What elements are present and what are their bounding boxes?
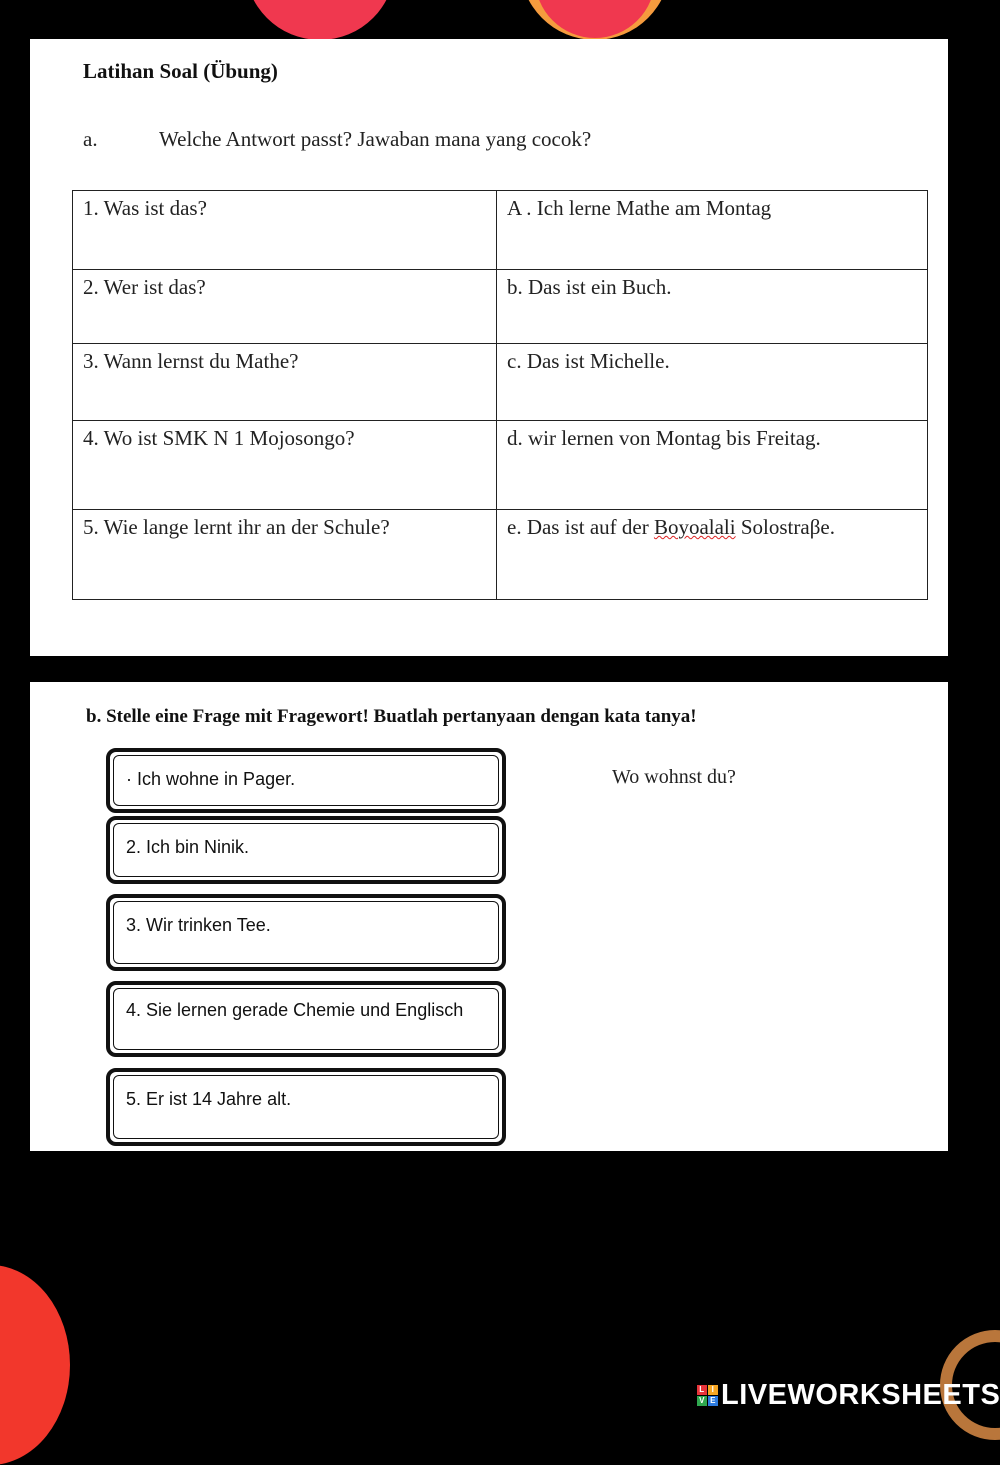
table-row: [73, 270, 928, 344]
liveworksheets-logo[interactable]: [697, 1379, 1000, 1412]
worksheet-section-b: [30, 682, 948, 1151]
statement-box-3: [106, 894, 506, 971]
page-title: Latihan Soal (Übung): [83, 59, 278, 83]
question-cell: 1. Was ist das?: [73, 191, 497, 270]
worksheet-section-a: [30, 39, 948, 656]
answer-suffix: Solostraβe.: [735, 515, 835, 539]
question-cell: 4. Wo ist SMK N 1 Mojosongo?: [73, 421, 497, 510]
answer-cell: d. wir lernen von Montag bis Freitag.: [497, 421, 928, 510]
logo-letter: V: [697, 1396, 707, 1406]
answer-cell: A . Ich lerne Mathe am Montag: [497, 191, 928, 270]
logo-letter: L: [697, 1385, 707, 1395]
table-row: [73, 191, 928, 270]
question-cell: 3. Wann lernst du Mathe?: [73, 344, 497, 421]
liveworksheets-logo-icon: [697, 1385, 718, 1406]
statement-box-5: [106, 1068, 506, 1146]
decorative-shape-top-right-red: [535, 0, 655, 38]
answer-prefix: e. Das ist auf der: [507, 515, 654, 539]
table-row: [73, 344, 928, 421]
table-row: [73, 421, 928, 510]
table-row: [73, 510, 928, 600]
decorative-shape-top-left: [245, 0, 395, 40]
instruction-a-text: Welche Antwort passt? Jawaban mana yang cocok?: [159, 127, 592, 151]
logo-letter: I: [708, 1385, 718, 1395]
answer-cell: c. Das ist Michelle.: [497, 344, 928, 421]
statement-text: · Ich wohne in Pager.: [113, 755, 499, 806]
statement-box-4: [106, 981, 506, 1057]
answer-cell: [497, 510, 928, 600]
instruction-b: b. Stelle eine Frage mit Fragewort! Buatlah pertanyaan dengan kata tanya!: [86, 706, 697, 727]
matching-table: [72, 190, 928, 600]
question-cell: 5. Wie lange lernt ihr an der Schule?: [73, 510, 497, 600]
instruction-a-letter: a.: [83, 127, 98, 151]
statement-text: 5. Er ist 14 Jahre alt.: [113, 1075, 499, 1139]
statement-text: 2. Ich bin Ninik.: [113, 823, 499, 877]
example-answer: Wo wohnst du?: [612, 766, 736, 788]
logo-letter: E: [708, 1396, 718, 1406]
brand-name: LIVEWORKSHEETS: [721, 1379, 1000, 1411]
answer-cell: b. Das ist ein Buch.: [497, 270, 928, 344]
statement-text: 3. Wir trinken Tee.: [113, 901, 499, 964]
question-cell: 2. Wer ist das?: [73, 270, 497, 344]
statement-text: 4. Sie lernen gerade Chemie und Englisch: [113, 988, 499, 1050]
misspelled-word: Boyoalali: [653, 515, 736, 539]
statement-box-2: [106, 816, 506, 884]
statement-box-1: [106, 748, 506, 813]
decorative-shape-bottom-left: [0, 1265, 70, 1465]
instruction-a: [83, 127, 591, 152]
